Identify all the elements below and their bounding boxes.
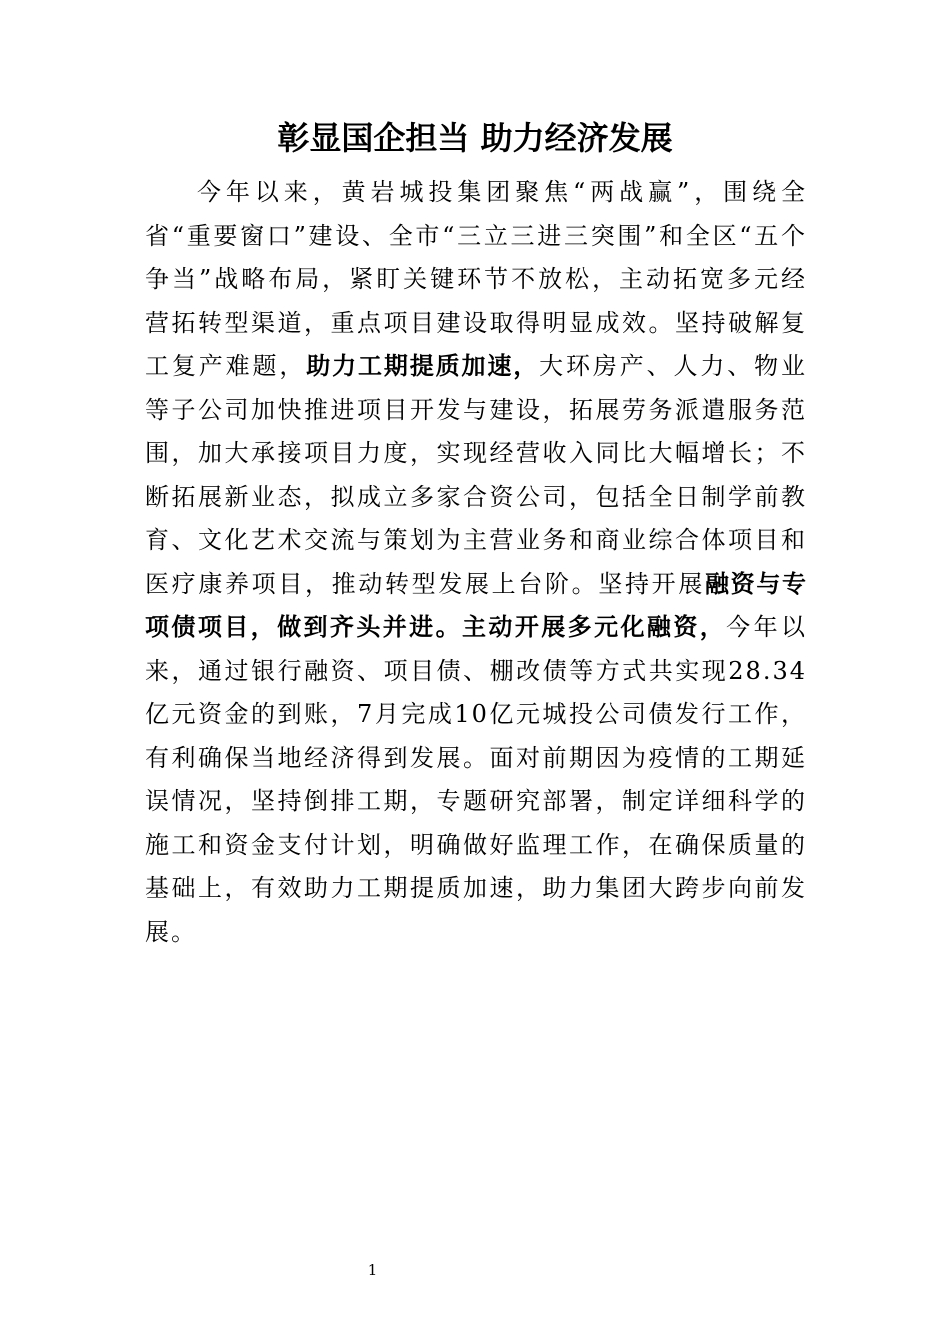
document-title: 彰显国企担当 助力经济发展	[277, 119, 673, 157]
paragraph-text-part-1: 今年以来，黄岩城投集团聚焦“两战赢”，围绕全省“重要窗口”建设、全市“三立三进三突围”和全区“五个争当”战略布局，紧盯关键环节不放松，主动拓宽多元经营拓转型渠道，重点项目建设取得明显成效。坚持破解复工复产难题，	[145, 178, 807, 380]
paragraph-text-part-2: 大环房产、人力、物业等子公司加快推进项目开发与建设，拓展劳务派遣服务范围，加大承接项目力度，实现经营收入同比大幅增长；不断拓展新业态，拟成立多家合资公司，包括全日制学前教育、文化艺术交流与策划为主营业务和商业综合体项目和医疗康养项目，推动转型发展上台阶。坚持开展	[145, 352, 807, 598]
bold-highlight-1: 助力工期提质加速，	[306, 352, 540, 380]
body-paragraph	[145, 171, 807, 954]
paragraph-text-part-3: 今年以来，通过银行融资、项目债、棚改债等方式共实现28.34亿元资金的到账，7月完成10亿元城投公司债发行工作，有利确保当地经济得到发展。面对前期因为疫情的工期延误情况，坚持倒排工期，专题研究部署，制定详细科学的施工和资金支付计划，明确做好监理工作，在确保质量的基础上，有效助力工期提质加速，助力集团大跨步向前发展。	[145, 613, 808, 946]
page-number: 1	[367, 1261, 378, 1279]
bold-highlight-2: 融资与专项债项目，做到齐头并进。主动开展多元化融资，	[145, 569, 807, 641]
